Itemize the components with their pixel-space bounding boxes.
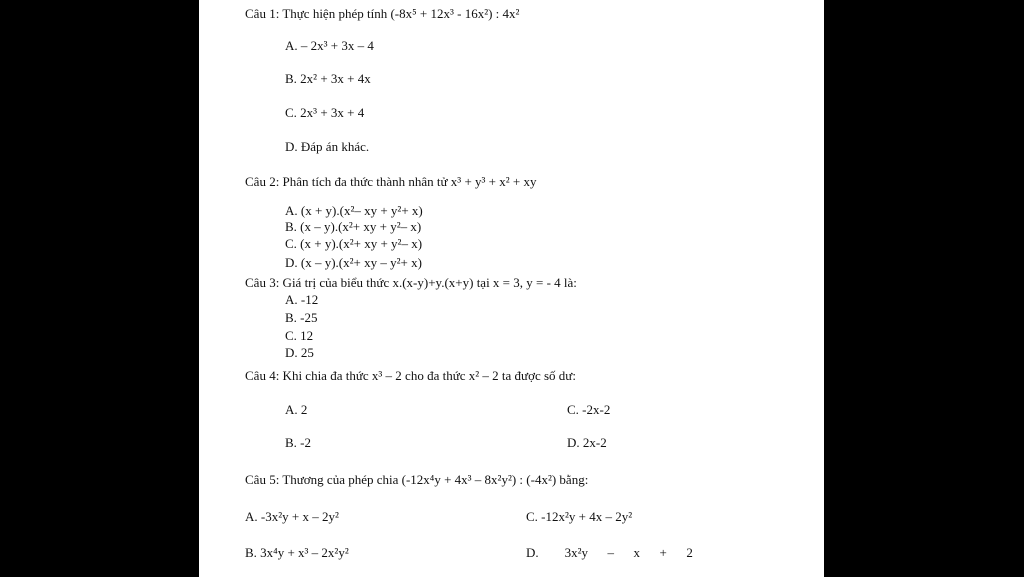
question-4-option-a: A. 2	[285, 402, 308, 417]
question-1-title: Câu 1: Thực hiện phép tính (-8x⁵ + 12x³ - 16x²) : 4x²	[245, 6, 520, 21]
question-3-title: Câu 3: Giá trị của biểu thức x.(x-y)+y.(x+y) tại x = 3, y = - 4 là:	[245, 275, 577, 290]
question-3-option-a: A. -12	[285, 292, 319, 307]
question-1-option-d: D. Đáp án khác.	[285, 139, 370, 154]
document-page	[199, 0, 824, 577]
question-5-title: Câu 5: Thương của phép chia (-12x⁴y + 4x³ – 8x²y²) : (-4x²) bằng:	[245, 472, 589, 487]
question-5-option-d: D. 3x²y – x + 2	[526, 545, 693, 560]
question-5-option-c: C. -12x²y + 4x – 2y²	[526, 509, 633, 524]
question-4-option-d: D. 2x-2	[567, 435, 607, 450]
question-3-option-b: B. -25	[285, 310, 318, 325]
question-2-option-d: D. (x – y).(x²+ xy – y²+ x)	[285, 255, 422, 270]
question-2-option-a: A. (x + y).(x²– xy + y²+ x)	[285, 203, 423, 218]
question-4-title: Câu 4: Khi chia đa thức x³ – 2 cho đa thức x² – 2 ta được số dư:	[245, 368, 576, 383]
question-5-option-a: A. -3x²y + x – 2y²	[245, 509, 339, 524]
question-1-option-c: C. 2x³ + 3x + 4	[285, 105, 365, 120]
question-2-option-b: B. (x – y).(x²+ xy + y²– x)	[285, 219, 422, 234]
question-4-option-c: C. -2x-2	[567, 402, 611, 417]
question-2-option-c: C. (x + y).(x²+ xy + y²– x)	[285, 236, 423, 251]
question-1-option-b: B. 2x² + 3x + 4x	[285, 71, 371, 86]
question-2-title: Câu 2: Phân tích đa thức thành nhân tử x³ + y³ + x² + xy	[245, 174, 537, 189]
question-4-option-b: B. -2	[285, 435, 311, 450]
question-3-option-c: C. 12	[285, 328, 314, 343]
question-3-option-d: D. 25	[285, 345, 314, 360]
question-5-option-b: B. 3x⁴y + x³ – 2x²y²	[245, 545, 349, 560]
question-1-option-a: A. – 2x³ + 3x – 4	[285, 38, 374, 53]
